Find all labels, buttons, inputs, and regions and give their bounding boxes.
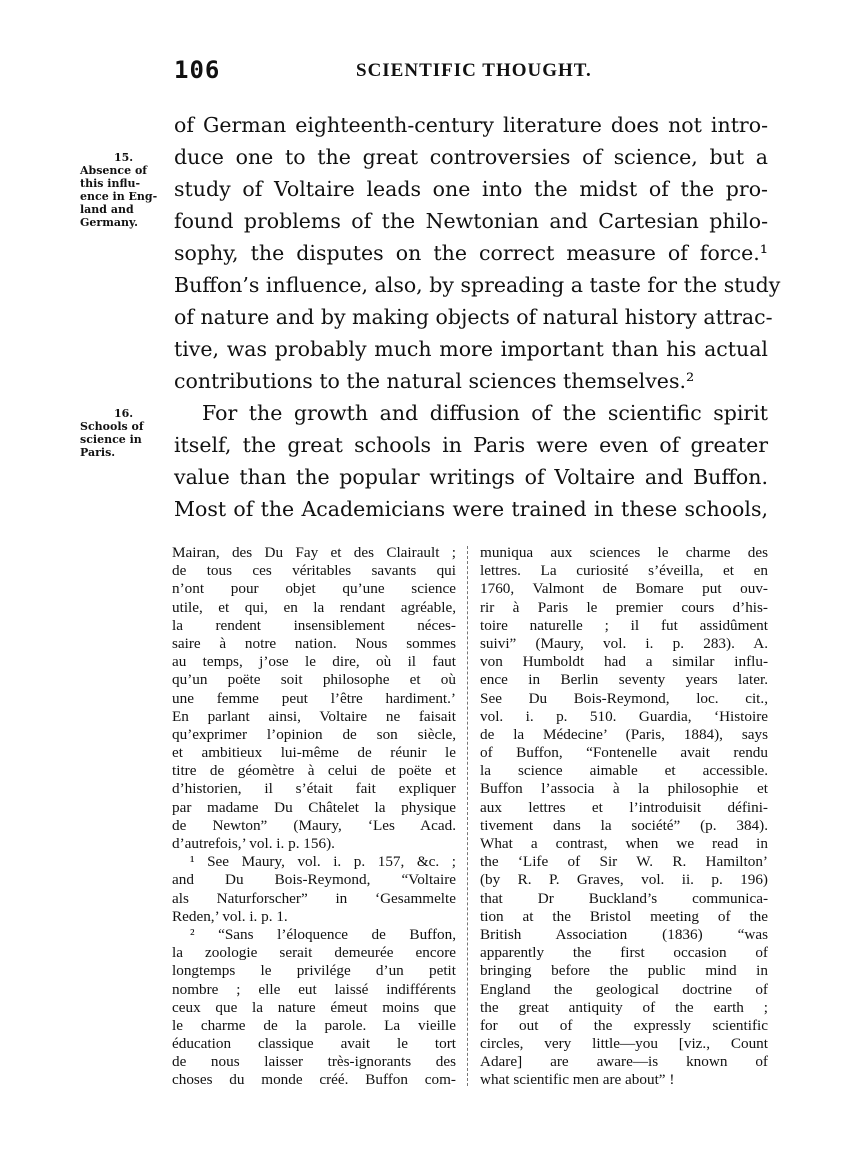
footnote-line: qu’exprimer l’opinion de son siècle, [172, 725, 456, 743]
footnote-line: n’ont pour objet qu’une science [172, 580, 456, 598]
margin-note-line: Schools of [80, 420, 144, 433]
footnote-line: See Du Bois-Reymond, loc. cit., [480, 689, 768, 707]
footnote-line: of Buffon, “Fontenelle avait rendu [480, 744, 768, 762]
footnote-line: de Newton” (Maury, ‘Les Acad. [172, 816, 456, 834]
footnote-line: aux lettres et l’introduisit défini- [480, 798, 768, 816]
footnote-line: tivement dans la société” (p. 384). [480, 816, 768, 834]
body-line: tive, was probably much more important than his actual [174, 337, 768, 361]
footnote-line: d’autrefois,’ vol. i. p. 156). [172, 835, 335, 852]
footnote-line: British Association (1836) “was [480, 925, 768, 943]
running-head: SCIENTIFIC THOUGHT. [356, 60, 592, 81]
footnote-line: éducation classique avait le tort [172, 1035, 456, 1053]
footnote-line: the great antiquity of the earth ; [480, 998, 768, 1016]
footnote-line: la science aimable et accessible. [480, 762, 768, 780]
body-line: contributions to the natural sciences themselves.² [174, 369, 695, 393]
footnote-line: 1760, Valmont de Bomare put ouv- [480, 580, 768, 598]
footnote-line: saire à notre nation. Nous sommes [172, 634, 456, 652]
body-line: itself, the great schools in Paris were even of greater [174, 433, 768, 457]
footnote-line: (by R. P. Graves, vol. ii. p. 196) [480, 871, 768, 889]
footnote-line: nombre ; elle eut laissé indifférents [172, 980, 456, 998]
footnote-line: Adare] are aware—is known of [480, 1053, 768, 1071]
body-text [174, 109, 781, 525]
footnote-line: bringing before the public mind in [480, 962, 768, 980]
margin-note-number: 15. [114, 151, 134, 164]
footnote-line: What a contrast, when we read in [480, 835, 768, 852]
footnote-line: the ‘Life of Sir W. R. Hamilton’ [480, 853, 768, 871]
margin-note-line: this influ- [80, 177, 141, 190]
footnote-line: et ambitieux lui-même de réunir le [172, 744, 456, 762]
footnote-line: longtemps le privilége d’un petit [172, 962, 456, 980]
footnote-line: d’historien, il s’était fait expliquer [172, 780, 456, 798]
footnote-line: ¹ See Maury, vol. i. p. 157, &c. ; [190, 853, 456, 871]
body-line: sophy, the disputes on the correct measure of force.¹ [174, 241, 768, 265]
footnote-line: Reden,’ vol. i. p. 1. [172, 907, 288, 925]
footnote-line: qu’un poëte soit philosophe et où [172, 671, 456, 689]
footnote-line: ² “Sans l’éloquence de Buffon, [190, 925, 456, 943]
body-line: value than the popular writings of Voltaire and Buffon. [174, 465, 768, 489]
footnote-line: titre de géomètre à celui de poëte et [172, 762, 456, 780]
body-line: Most of the Academicians were trained in these schools, [174, 497, 768, 521]
margin-note-number: 16. [114, 407, 134, 420]
footnote-line: Buffon l’associa à la philosophie et [480, 780, 768, 798]
margin-note-line: ence in Eng- [80, 190, 158, 203]
margin-note-line: Absence of [80, 164, 148, 177]
footnote-line: rir à Paris le premier cours d’his- [480, 598, 768, 616]
footnote-line: En parlant ainsi, Voltaire ne faisait [172, 707, 456, 725]
footnote-line: de la Médecine’ (Paris, 1884), says [480, 725, 768, 743]
margin-note-line: Germany. [80, 216, 138, 229]
footnote-line: toire naturelle ; il fut assidûment [480, 616, 768, 634]
footnote-line: tion at the Bristol meeting of the [480, 907, 768, 925]
footnote-line: ceux que la nature émeut moins que [172, 998, 456, 1016]
body-line: For the growth and diffusion of the scientific spirit [202, 401, 768, 425]
footnote-line: utile, et qui, en la rendant agréable, [172, 598, 456, 616]
body-line: Buffon’s influence, also, by spreading a taste for the study [174, 273, 781, 297]
margin-note-line: Paris. [80, 446, 116, 459]
footnote-line: that Dr Buckland’s communica- [480, 889, 768, 907]
footnote-line: suivi” (Maury, vol. i. p. 283). A. [480, 634, 768, 652]
footnote-line: choses du monde créé. Buffon com- [172, 1071, 456, 1089]
footnote-line: au temps, j’ose le dire, où il faut [172, 653, 456, 671]
footnote-line: ence in Berlin seventy years later. [480, 671, 768, 689]
footnote-line: von Humboldt had a similar influ- [480, 653, 768, 671]
footnote-line: apparently the first occasion of [480, 944, 768, 962]
footnote-line: and Du Bois-Reymond, “Voltaire [172, 871, 456, 889]
footnote-line: de nous laisser très-ignorants des [172, 1053, 456, 1071]
footnote-line: for out of the expressly scientific [480, 1016, 768, 1034]
footnote-line: England the geological doctrine of [480, 980, 768, 998]
footnote-line: de tous ces véritables savants qui [172, 562, 456, 580]
margin-note-15 [80, 151, 164, 229]
page-header [0, 56, 850, 90]
column-divider [467, 546, 468, 1086]
footnote-line: Mairan, des Du Fay et des Clairault ; [172, 544, 456, 561]
margin-note-16 [80, 407, 164, 459]
margin-note-line: land and [80, 203, 134, 216]
margin-note-line: science in [80, 433, 142, 446]
footnote-line: la rendent insensiblement néces- [172, 616, 456, 634]
body-line: of nature and by making objects of natural history attrac- [174, 305, 773, 329]
footnote-line: par madame Du Châtelet la physique [172, 798, 456, 816]
body-line: study of Voltaire leads one into the midst of the pro- [174, 177, 768, 201]
page-number: 106 [174, 56, 221, 84]
footnote-line: le charme de la parole. La vieille [172, 1016, 456, 1034]
footnote-line: als Naturforscher” in ‘Gesammelte [172, 889, 456, 907]
footnote-line: what scientific men are about” ! [480, 1071, 675, 1089]
footnote-line: une femme peut l’être hardiment.’ [172, 689, 456, 707]
footnotes-left-column [172, 544, 456, 1090]
body-line: duce one to the great controversies of science, but a [174, 145, 768, 169]
footnote-line: lettres. La curiosité s’éveilla, et en [480, 562, 768, 580]
footnotes-right-column [480, 544, 768, 1090]
footnote-line: vol. i. p. 510. Guardia, ‘Histoire [480, 707, 768, 725]
body-line: of German eighteenth-century literature does not intro- [174, 113, 768, 137]
footnote-line: muniqua aux sciences le charme des [480, 544, 768, 561]
footnote-line: la zoologie serait demeurée encore [172, 944, 456, 962]
footnote-line: circles, very little—you [viz., Count [480, 1035, 768, 1053]
body-line: found problems of the Newtonian and Cartesian philo- [174, 209, 768, 233]
